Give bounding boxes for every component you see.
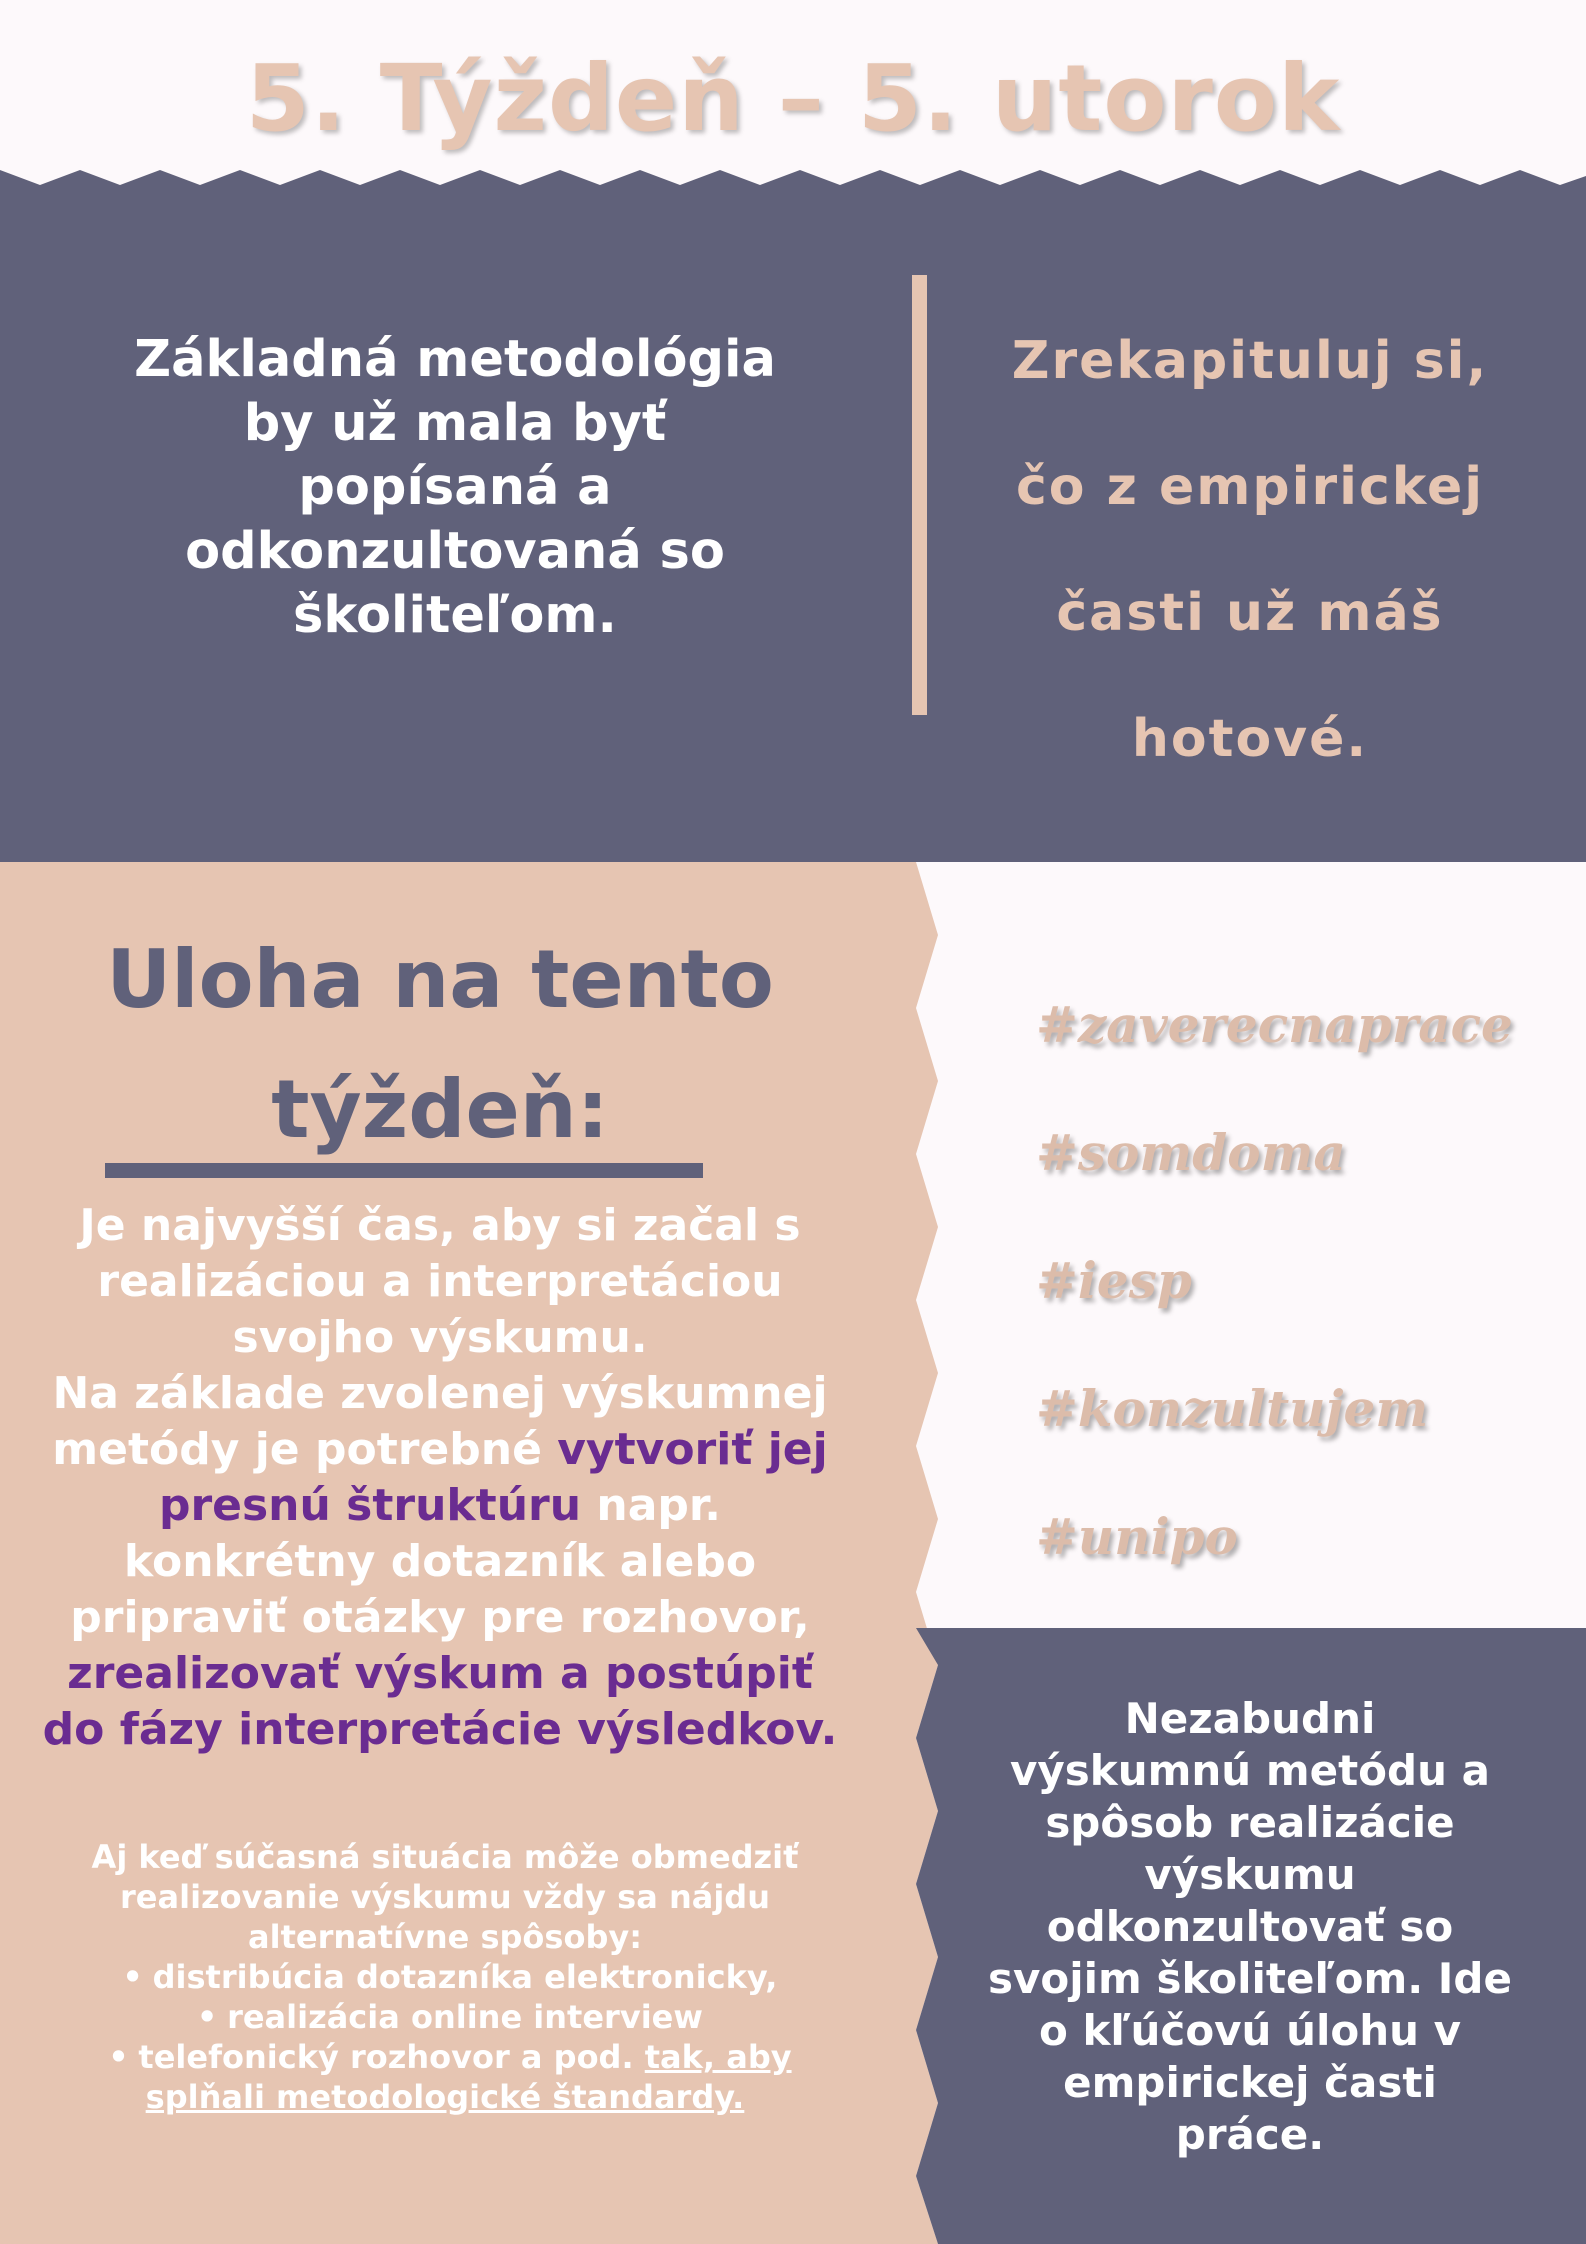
reminder-line: práce.: [1175, 2110, 1325, 2159]
task-heading-line: Uloha na tento: [106, 933, 774, 1026]
intro-right-line: čo z empirickej: [1015, 457, 1485, 517]
task-highlight-line: zrealizovať výskum a postúpiť: [67, 1648, 813, 1699]
reminder-text: [980, 1693, 1520, 2161]
note-line: alternatívne spôsoby:: [248, 1918, 642, 1956]
hashtag: #somdoma: [1036, 1123, 1346, 1182]
list-item: [15, 1997, 875, 2037]
reminder-line: odkonzultovať so: [1046, 1902, 1454, 1951]
task-heading-line: týždeň:: [271, 1063, 609, 1156]
intro-right-line: časti už máš: [1056, 583, 1444, 643]
task-line: [5, 1478, 875, 1534]
note-line: Aj keď súčasná situácia môže obmedziť: [91, 1838, 799, 1876]
intro-right-line: hotové.: [1131, 709, 1369, 769]
reminder-line: Nezabudni: [1124, 1694, 1376, 1743]
task-highlight-line: do fázy interpretácie výsledkov.: [42, 1704, 838, 1755]
reminder-line: výskumnú metódu a: [1010, 1746, 1490, 1795]
page-title: 5. Týždeň – 5. utorok: [245, 45, 1341, 152]
alternatives-note: [15, 1837, 875, 2117]
task-text: metódy je potrebné: [52, 1424, 558, 1475]
task-line: [5, 1422, 875, 1478]
reminder-line: svojim školiteľom. Ide: [988, 1954, 1512, 2003]
task-highlight: presnú štruktúru: [158, 1480, 582, 1531]
task-text: napr.: [581, 1480, 722, 1531]
intro-right-line: Zrekapituluj si,: [1011, 331, 1489, 391]
hashtag: #konzultujem: [1036, 1379, 1429, 1438]
reminder-line: empirickej časti: [1063, 2058, 1437, 2107]
underlined-text: tak, aby: [644, 2038, 792, 2076]
intro-right-text: [960, 298, 1540, 802]
task-line: svojho výskumu.: [232, 1312, 648, 1363]
task-line: pripraviť otázky pre rozhovor,: [70, 1592, 810, 1643]
intro-left-line: odkonzultovaná so: [185, 522, 725, 581]
list-item-text: distribúcia dotazníka elektronicky,: [152, 1958, 778, 1996]
list-item: [15, 1957, 875, 1997]
intro-left-text: [90, 328, 820, 648]
task-highlight: vytvoriť jej: [557, 1424, 828, 1475]
hashtag: #unipo: [1036, 1507, 1238, 1566]
note-line: realizovanie výskumu vždy sa nájdu: [120, 1878, 770, 1916]
intro-left-line: by už mala byť: [243, 394, 667, 453]
list-item: [15, 2037, 875, 2077]
hashtag-list: [1036, 975, 1566, 1615]
reminder-line: výskumu: [1144, 1850, 1356, 1899]
task-line: Na základe zvolenej výskumnej: [52, 1368, 828, 1419]
vertical-divider: [912, 275, 927, 715]
hashtag: #zaverecnaprace: [1036, 995, 1513, 1054]
heading-underline: [105, 1163, 703, 1178]
reminder-line: spôsob realizácie: [1045, 1798, 1455, 1847]
task-line: konkrétny dotazník alebo: [123, 1536, 757, 1587]
list-item-text: realizácia online interview: [227, 1998, 703, 2036]
intro-left-line: školiteľom.: [293, 586, 617, 645]
task-line: realizáciou a interpretáciou: [97, 1256, 783, 1307]
task-line: Je najvyšší čas, aby si začal s: [79, 1200, 801, 1251]
intro-left-line: Základná metodológia: [134, 330, 776, 389]
alternatives-list: [15, 1957, 875, 2077]
task-body: [5, 1198, 875, 1758]
hashtag: #iesp: [1036, 1251, 1192, 1310]
list-item-text: telefonický rozhovor a pod.: [138, 2038, 645, 2076]
intro-left-line: popísaná a: [298, 458, 612, 517]
underlined-text: splňali metodologické štandardy.: [145, 2078, 745, 2116]
task-heading: [40, 915, 840, 1175]
reminder-line: o kľúčovú úlohu v: [1038, 2006, 1462, 2055]
